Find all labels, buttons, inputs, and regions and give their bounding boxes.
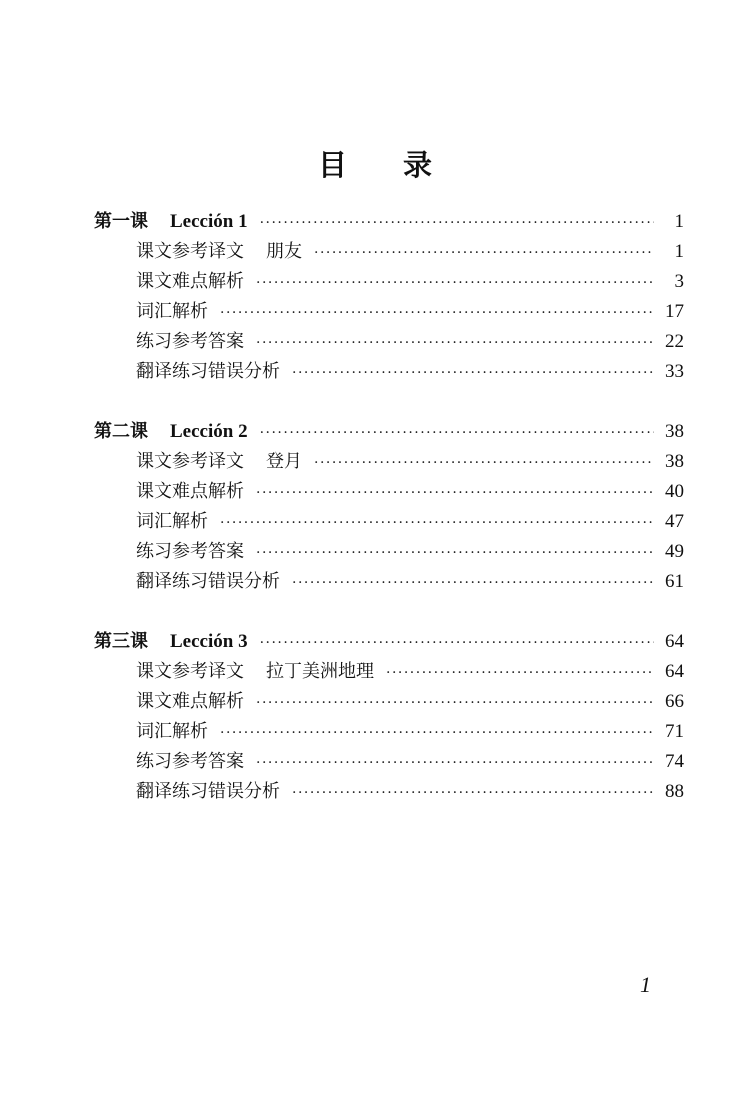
toc-lesson-label xyxy=(94,207,248,237)
page-title-part-1: 目 xyxy=(317,148,347,182)
lesson-spanish-title: Lección 3 xyxy=(170,631,248,652)
toc-item-subtitle: 拉丁美洲地理 xyxy=(266,661,374,682)
page-number: 3 xyxy=(674,271,684,292)
toc-item-label: 练习参考答案 xyxy=(136,541,244,562)
toc-lesson-entry[interactable] xyxy=(94,207,684,237)
page-number: 88 xyxy=(665,781,684,802)
toc-item-label: 翻译练习错误分析 xyxy=(136,781,280,802)
toc-lesson-entry[interactable] xyxy=(94,627,684,657)
page-number: 33 xyxy=(665,361,684,382)
toc-item-label: 词汇解析 xyxy=(136,301,208,322)
toc-item[interactable] xyxy=(94,297,684,327)
toc-item-title: 课文参考译文 xyxy=(136,661,244,682)
dot-leader xyxy=(256,748,654,778)
toc-item[interactable] xyxy=(94,657,684,687)
lesson-number: 第三课 xyxy=(94,631,148,652)
page-number: 1 xyxy=(674,241,684,262)
toc-lesson-entry[interactable] xyxy=(94,417,684,447)
toc-item-label: 课文难点解析 xyxy=(136,691,244,712)
toc-item-label xyxy=(136,237,302,267)
toc-item[interactable] xyxy=(94,687,684,717)
lesson-number: 第一课 xyxy=(94,211,148,232)
dot-leader xyxy=(220,298,654,328)
toc-item[interactable] xyxy=(94,717,684,747)
dot-leader xyxy=(260,628,654,658)
lesson-spanish-title: Lección 2 xyxy=(170,421,248,442)
page-number: 38 xyxy=(665,451,684,472)
toc-item-title: 课文参考译文 xyxy=(136,241,244,262)
toc-item[interactable] xyxy=(94,477,684,507)
page-number: 74 xyxy=(665,751,684,772)
lesson-number: 第二课 xyxy=(94,421,148,442)
toc-item-label: 词汇解析 xyxy=(136,721,208,742)
toc-item[interactable] xyxy=(94,447,684,477)
toc-item[interactable] xyxy=(94,537,684,567)
dot-leader xyxy=(256,538,654,568)
dot-leader xyxy=(314,238,654,268)
folio-page-number: 1 xyxy=(640,972,651,997)
toc-item[interactable] xyxy=(94,507,684,537)
dot-leader xyxy=(256,328,654,358)
dot-leader xyxy=(386,658,654,688)
toc-item[interactable] xyxy=(94,777,684,807)
dot-leader xyxy=(314,448,654,478)
dot-leader xyxy=(256,268,654,298)
toc-item[interactable] xyxy=(94,267,684,297)
page-number: 1 xyxy=(674,211,684,232)
table-of-contents xyxy=(94,207,684,837)
page-number: 66 xyxy=(665,691,684,712)
toc-item-label: 练习参考答案 xyxy=(136,751,244,772)
page-number: 61 xyxy=(665,571,684,592)
toc-item-label: 翻译练习错误分析 xyxy=(136,571,280,592)
page-title xyxy=(0,143,750,184)
toc-item-subtitle: 登月 xyxy=(266,451,302,472)
dot-leader xyxy=(260,208,654,238)
page-number: 71 xyxy=(665,721,684,742)
page-title-part-2: 录 xyxy=(403,148,433,182)
toc-item-label: 词汇解析 xyxy=(136,511,208,532)
page-number: 22 xyxy=(665,331,684,352)
toc-item-label: 课文难点解析 xyxy=(136,481,244,502)
toc-item-subtitle: 朋友 xyxy=(266,241,302,262)
dot-leader xyxy=(256,478,654,508)
toc-lesson-label xyxy=(94,627,248,657)
toc-lesson-label xyxy=(94,417,248,447)
toc-item[interactable] xyxy=(94,357,684,387)
dot-leader xyxy=(292,778,654,808)
page-number: 38 xyxy=(665,421,684,442)
lesson-spanish-title: Lección 1 xyxy=(170,211,248,232)
toc-item[interactable] xyxy=(94,567,684,597)
toc-section-lesson-1 xyxy=(94,207,684,387)
toc-item-label xyxy=(136,447,302,477)
dot-leader xyxy=(260,418,654,448)
dot-leader xyxy=(220,508,654,538)
dot-leader xyxy=(256,688,654,718)
page-number: 17 xyxy=(665,301,684,322)
toc-item-label: 课文难点解析 xyxy=(136,271,244,292)
toc-item-label xyxy=(136,657,374,687)
dot-leader xyxy=(220,718,654,748)
dot-leader xyxy=(292,568,654,598)
toc-item-title: 课文参考译文 xyxy=(136,451,244,472)
page-number: 47 xyxy=(665,511,684,532)
toc-item-label: 翻译练习错误分析 xyxy=(136,361,280,382)
toc-section-lesson-2 xyxy=(94,417,684,597)
page-number: 64 xyxy=(665,631,684,652)
page-number: 40 xyxy=(665,481,684,502)
toc-item[interactable] xyxy=(94,747,684,777)
toc-section-lesson-3 xyxy=(94,627,684,807)
page-number: 64 xyxy=(665,661,684,682)
page-number: 49 xyxy=(665,541,684,562)
dot-leader xyxy=(292,358,654,388)
toc-item[interactable] xyxy=(94,327,684,357)
toc-item[interactable] xyxy=(94,237,684,267)
toc-item-label: 练习参考答案 xyxy=(136,331,244,352)
